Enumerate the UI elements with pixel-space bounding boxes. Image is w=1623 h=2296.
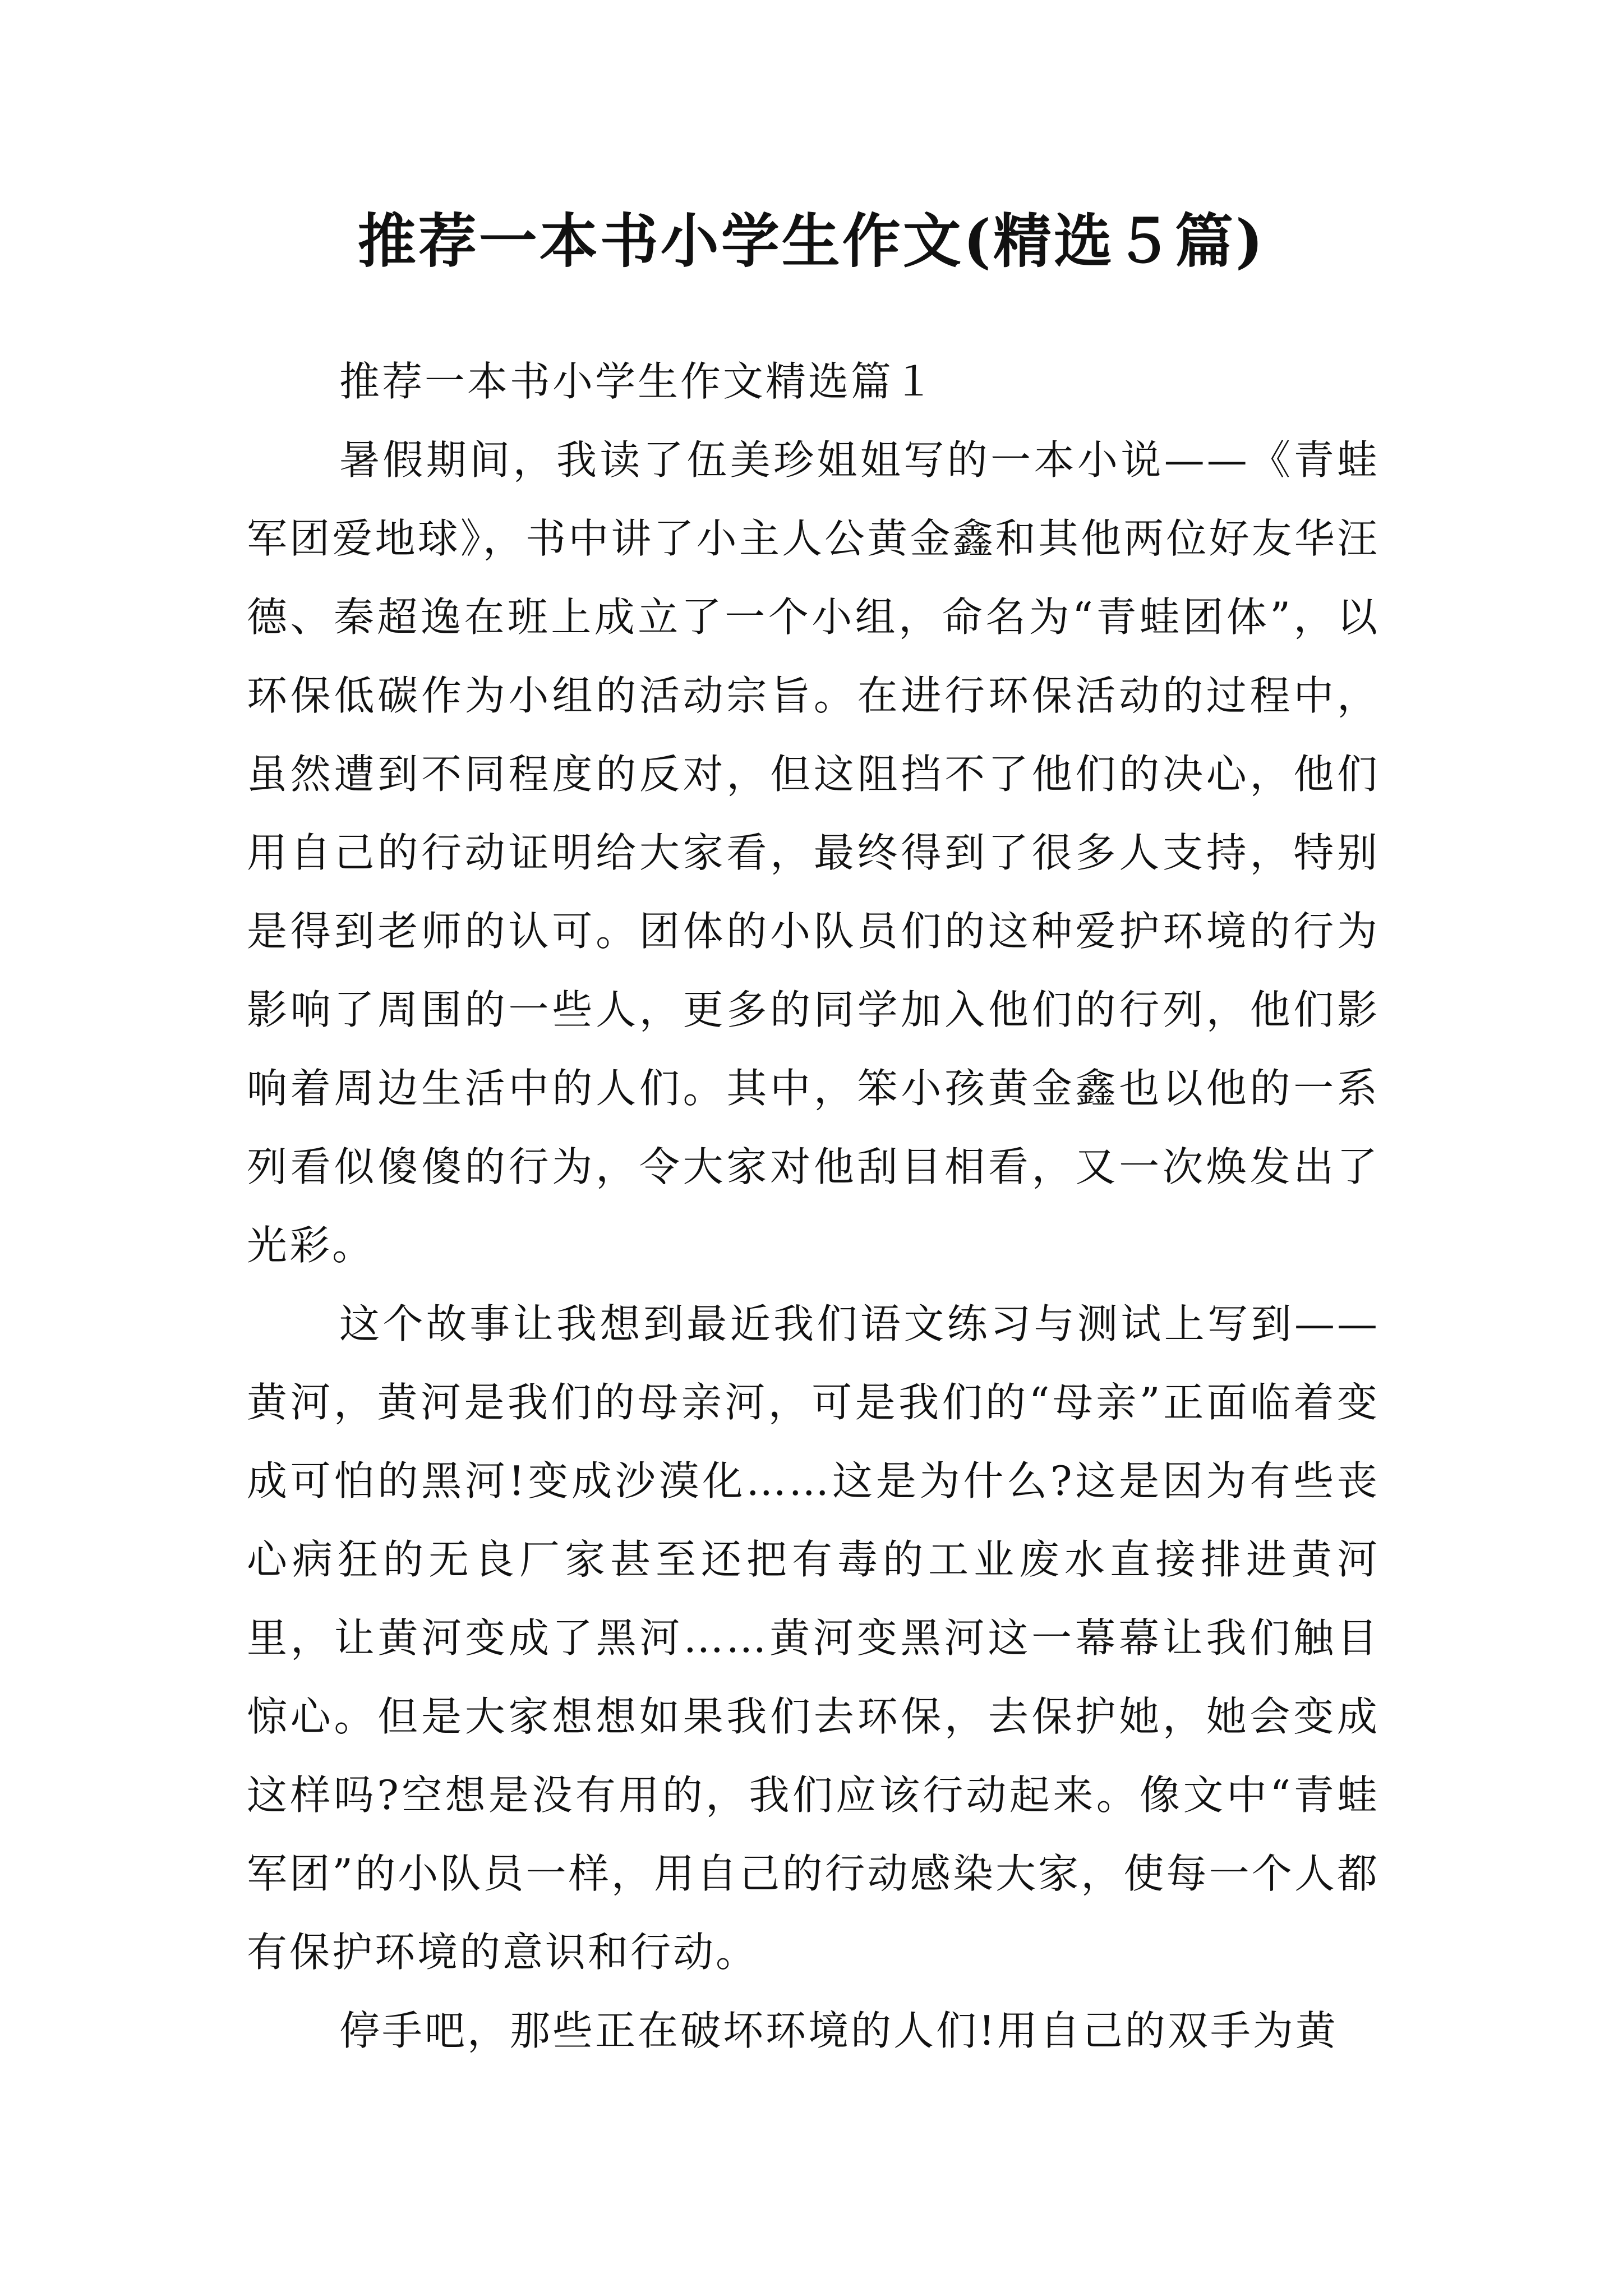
document-body — [247, 342, 1380, 2070]
paragraph-3: 停手吧，那些正在破坏环境的人们!用自己的双手为黄 — [339, 2007, 1338, 2054]
document-title: 推荐一本书小学生作文(精选５篇) — [357, 206, 1266, 275]
paragraph-2: 这个故事让我想到最近我们语文练习与测试上写到——黄河，黄河是我们的母亲河，可是我们的“母亲”正面临着变成可怕的黑河!变成沙漠化……这是为什么?这是因为有些丧心病狂的无良厂家甚至还把有毒的工业废水直接排进黄河里，让黄河变成了黑河……黄河变黑河这一幕幕让我们触目惊心。但是大家想想如果我们去环保，去保护她，她会变成这样吗?空想是没有用的，我们应该行动起来。像文中“青蛙军团”的小队员一样，用自己的行动感染大家，使每一个人都有保护环境的意识和行动。 — [247, 1300, 1380, 1976]
paragraph-1: 暑假期间，我读了伍美珍姐姐写的一本小说——《青蛙军团爱地球》，书中讲了小主人公黄金鑫和其他两位好友华汪德、秦超逸在班上成立了一个小组，命名为“青蛙团体”，以环保低碳作为小组的活动宗旨。在进行环保活动的过程中，虽然遭到不同程度的反对，但这阻挡不了他们的决心，他们用自己的行动证明给大家看，最终得到了很多人支持，特别是得到老师的认可。团体的小队员们的这种爱护环境的行为影响了周围的一些人，更多的同学加入他们的行列，他们影响着周边生活中的人们。其中，笨小孩黄金鑫也以他的一系列看似傻傻的行为，令大家对他刮目相看，又一次焕发出了光彩。 — [247, 436, 1380, 1269]
section-heading: 推荐一本书小学生作文精选篇１ — [339, 358, 937, 405]
